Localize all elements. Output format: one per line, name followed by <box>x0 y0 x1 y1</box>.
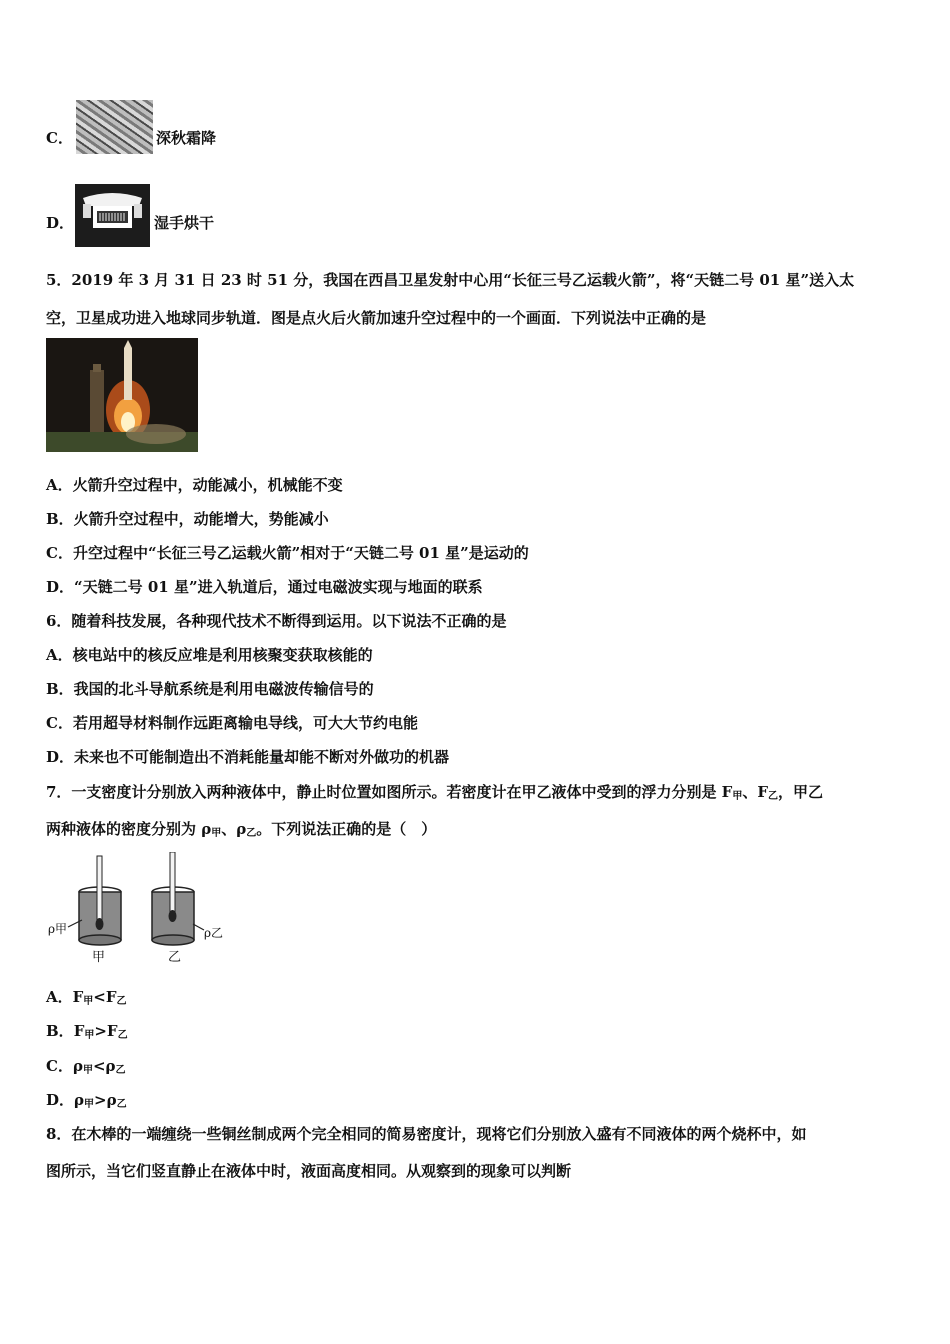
option-symbol: ρ <box>72 1057 83 1075</box>
subscript-yi: 乙 <box>246 828 257 839</box>
density-meter-figure <box>46 852 231 967</box>
q5-option-c: C．升空过程中“长征三号乙运载火箭”相对于“天链二号 01 星”是运动的 <box>46 544 529 562</box>
q7-stem-text: 两种液体的密度分别为 ρ <box>46 820 212 838</box>
subscript-jia: 甲 <box>83 996 94 1007</box>
option-symbol: F <box>105 988 117 1006</box>
q4-option-c-text: 深秋霜降 <box>156 129 217 147</box>
q7-option-a <box>46 987 127 1012</box>
option-letter: B． <box>46 1022 74 1040</box>
q7-stem-tail: 。下列说法正确的是（ ） <box>256 820 437 838</box>
q5-option-a: A．火箭升空过程中，动能减小，机械能不变 <box>46 476 343 494</box>
q7-option-b <box>46 1021 128 1046</box>
q8-stem-line2: 图所示，当它们竖直静止在液体中时，液面高度相同。从观察到的现象可以判断 <box>46 1162 572 1180</box>
rocket-launch-photo <box>46 338 198 452</box>
option-symbol: ρ <box>105 1057 116 1075</box>
subscript-jia: 甲 <box>211 828 222 839</box>
subscript-yi: 乙 <box>767 791 778 802</box>
q5-stem-line1: 5．2019 年 3 月 31 日 23 时 51 分，我国在西昌卫星发射中心用“长征三号乙运载火箭”，将“天链二号 01 星”送入太 <box>46 271 855 289</box>
option-symbol: F <box>73 1022 85 1040</box>
option-letter: D． <box>46 214 75 232</box>
caption-jia: 甲 <box>92 950 106 965</box>
q6-option-c: C．若用超导材料制作远距离输电导线，可大大节约电能 <box>46 714 418 732</box>
subscript-jia: 甲 <box>82 1065 93 1076</box>
q7-option-d <box>46 1090 127 1115</box>
subscript-jia: 甲 <box>84 1030 95 1041</box>
option-letter: D． <box>46 1091 75 1109</box>
q4-option-d <box>46 213 74 233</box>
caption-yi: 乙 <box>168 950 182 965</box>
hand-dryer-photo <box>75 184 150 247</box>
subscript-jia: 甲 <box>84 1099 94 1110</box>
option-symbol: F <box>72 988 84 1006</box>
q7-stem-tail: ，甲乙 <box>777 783 823 801</box>
q5-option-d: D．“天链二号 01 星”进入轨道后，通过电磁波实现与地面的联系 <box>46 578 483 596</box>
option-symbol: ρ <box>74 1091 84 1109</box>
option-operator: < <box>93 988 106 1006</box>
subscript-yi: 乙 <box>115 1065 126 1076</box>
label-rho-jia: ρ甲 <box>48 922 68 936</box>
q4-option-d-text: 湿手烘干 <box>154 214 215 232</box>
q8-stem-line1: 8．在木棒的一端缠绕一些铜丝制成两个完全相同的简易密度计，现将它们分别放入盛有不同液体的两个烧杯中，如 <box>46 1125 807 1143</box>
q7-stem-sep: 、F <box>742 783 768 801</box>
q6-stem: 6．随着科技发展，各种现代技术不断得到运用。以下说法不正确的是 <box>46 612 507 630</box>
option-operator: > <box>94 1091 107 1109</box>
q5-stem-line2: 空，卫星成功进入地球同步轨道．图是点火后火箭加速升空过程中的一个画面．下列说法中正确的是 <box>46 309 707 327</box>
option-letter: C． <box>46 1057 73 1075</box>
subscript-yi: 乙 <box>116 1099 127 1110</box>
label-rho-yi: ρ乙 <box>204 926 224 940</box>
option-symbol: ρ <box>106 1091 117 1109</box>
q7-stem-sep: 、ρ <box>221 820 247 838</box>
subscript-jia: 甲 <box>732 791 743 802</box>
q5-option-b: B．火箭升空过程中，动能增大，势能减小 <box>46 510 329 528</box>
q6-option-a: A．核电站中的核反应堆是利用核聚变获取核能的 <box>46 646 373 664</box>
option-operator: > <box>94 1022 107 1040</box>
option-letter: C． <box>46 129 73 147</box>
subscript-yi: 乙 <box>116 996 127 1007</box>
option-symbol: F <box>106 1022 118 1040</box>
q7-stem-line2 <box>46 819 436 844</box>
q7-option-c <box>46 1056 126 1081</box>
q4-option-c <box>46 128 73 148</box>
option-letter: A． <box>46 988 73 1006</box>
q7-stem-line1 <box>46 782 823 807</box>
q6-option-b: B．我国的北斗导航系统是利用电磁波传输信号的 <box>46 680 374 698</box>
frost-photo <box>76 100 153 154</box>
q7-stem-text: 7．一支密度计分别放入两种液体中，静止时位置如图所示。若密度计在甲乙液体中受到的浮力分别是 F <box>46 783 733 801</box>
subscript-yi: 乙 <box>117 1030 128 1041</box>
q6-option-d: D．未来也不可能制造出不消耗能量却能不断对外做功的机器 <box>46 748 450 766</box>
option-operator: < <box>92 1057 106 1075</box>
